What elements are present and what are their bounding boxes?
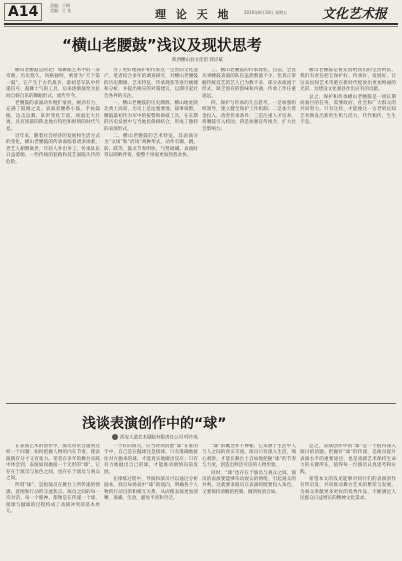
paragraph: 横山老腰鼓是祖先留给我们的宝贵财富，我们有责任把它保护好、传承好、发展好，让这朵民间艺术奇葩在新时代绽放出更加绚丽的光彩，为建设文化强县作出应有的贡献。 [300,68,396,93]
paragraph: 老腰鼓的表演动作粗犷豪放，刚劲有力，充满了阳刚之美。表演者腰系小鼓，手执鼓槌，边击边舞，队形变化丰富，场面宏大壮观，具有浓郁的陕北地方特色和鲜明的时代气息。 [6,101,100,132]
paragraph: 所谓“球”，是指演员在舞台上所传递的情感、意图和行动的交流焦点。演员之间的每一次对话、每一个眼神，都像是在传递一个球，接球与抛球的过程构成了戏剧冲突的基本单元。 [6,483,100,515]
page-header [0,0,402,26]
paragraph: 横山老腰鼓是陕北广场舞蹈艺术中的一朵奇葩，历史悠久，风格独特，被誉为“天下第一鼓”。它产生于古代战争，最初是军队中传递信号、鼓舞士气的工具，后来逐渐演变为民间自娱自乐的舞蹈形式，流传至今。 [6,68,100,99]
article2-title: 浅谈表演创作中的“球” [82,416,227,432]
paragraph: 在排练过程中，导演和演员可以通过分析剧本，找出每场戏中“球”的流向，明确各个人物的行动目的和相互关系，从而使表演更加清晰、准确、生动，避免平淡和空泛。 [104,477,198,502]
article2-column-4 [300,444,396,558]
article2-column-1 [6,444,100,558]
article1-column-2 [104,68,198,398]
editor-info [50,3,71,13]
paragraph: 总之，表演创作中的“球”是一个值得深入探讨的话题。把握好“球”的传递，是演员提升表演水平的重要途径，也是戏剧艺术保持生命力的关键所在，值得每一位演员认真思考和实践。 [300,444,396,475]
newspaper-masthead: 文化艺术报 [322,7,388,22]
article1-byline: 陕西横山县文化馆 郭应斌 [172,58,223,63]
article1-column-3 [202,68,296,398]
issue-date: 2016年8月19日 星期五 [244,10,288,15]
section-title: 理 论 天 地 [155,8,232,21]
designer-line: 美编：王 怡 [50,8,72,13]
paragraph: 希望本文的浅见能够对同行们的表演创作有所启发，共同推动舞台艺术的繁荣与发展，为观众奉献更多更好的优秀作品，不断满足人民群众日益增长的精神文化需求。 [300,477,396,502]
paragraph: 同时，“球”也存在于演员与观众之间。演员的表演要能够牵动观众的情绪，引起观众的共鸣，这就要求演员在表演时既要投入角色，又要保持清醒的控制，做到收放自如。 [202,470,296,495]
article1-column-1 [6,68,100,398]
paragraph: 近年来，随着社会经济的发展和生活方式的变化，横山老腰鼓的传承面临着诸多困难。老艺人相继离世，年轻人外出务工，传承队伍日益萎缩，一些传统的套路和技艺面临失传的危险。 [6,134,100,165]
article2-column-3 [202,444,296,558]
article2-byline-text: 西安人道艺术剧院有限责任公司 呼沙英 [120,435,198,441]
paragraph: 在表演艺术的创作中，演员常常会遇到这样一个问题：如何把握人物的内在节奏，使表演既有分寸又有张力。笔者在多年的舞台实践中体会到，表演如同抛接一个无形的“球”，它存在于演员与角色之间，也存在于演员与观众之间。 [6,444,100,482]
paragraph: 四、保护与传承的几点思考。一是加强组织领导，建立健全保护工作机制；二是加大资金投入，改善传承条件；三是注重人才培养，将腰鼓引入校园；四是加强宣传推介，扩大社会影响力。 [202,101,296,132]
paragraph: “球”的概念并不神秘，它来源于生活中人与人之间的真实交流。演员只有深入生活，细心观察，才能在舞台上自如地把握“球”的节奏与力度，创造出鲜活可信的人物形象。 [202,444,296,469]
article2-column-2 [104,444,198,558]
page-code: A14 [4,3,42,21]
bullet-icon [112,434,118,440]
header-rule [4,23,398,25]
editor-line: 责编：于梅 [50,3,70,8]
paragraph: 三、横山老腰鼓的传承现状。目前，全县从事腰鼓表演的队伍虽然数量不少，但真正掌握传统技艺的艺人已为数不多，部分表演流于形式，缺乏原有的韵味和内涵，传承工作任重道远。 [202,68,296,99]
paragraph: 一个好的演员，应当时刻清楚“球”在谁的手中，自己是在抛球还是接球。只有准确地接住对方抛来的球，才能真实地做出反应；只有有力地抛出自己的球，才能推动剧情向前发展。 [104,444,198,475]
article1-title: “横山老腰鼓”浅议及现状思考 [62,36,262,54]
paragraph: 二、横山老腰鼓的艺术特征。其表演分为“文场”和“武场”两种形式，动作有踢、跳、转、跃等，鼓点节奏明快，气势磅礴。表演时常以唢呐伴奏，使整个场面更加热烈欢快。 [104,134,198,159]
header-rule-thin [4,26,398,27]
paragraph: 为了更好地保护和传承这一宝贵的文化遗产，笔者结合多年的调查研究，对横山老腰鼓的历史渊源、艺术特征、传承现状等进行梳理和分析，并提出相应的对策建议，以期引起社会各界的关注。 [104,68,198,99]
article1-column-4 [300,68,396,398]
article2-byline [112,434,198,441]
section-divider [6,403,396,404]
paragraph: 一、横山老腰鼓的历史渊源。横山地处陕北黄土高原，历史上是边塞要地，战事频繁。腰鼓最初作为军中的报警和助威工具，在长期的历史发展中与当地民俗相结合，形成了独特的表演形式。 [104,101,198,132]
paragraph: 总之，保护和传承横山老腰鼓是一项长期而艰巨的任务，需要政府、社会和广大群众的共同努力。只有这样，才能使这一古老的民间艺术焕发出新的生机与活力，代代相传，生生不息。 [300,94,396,126]
